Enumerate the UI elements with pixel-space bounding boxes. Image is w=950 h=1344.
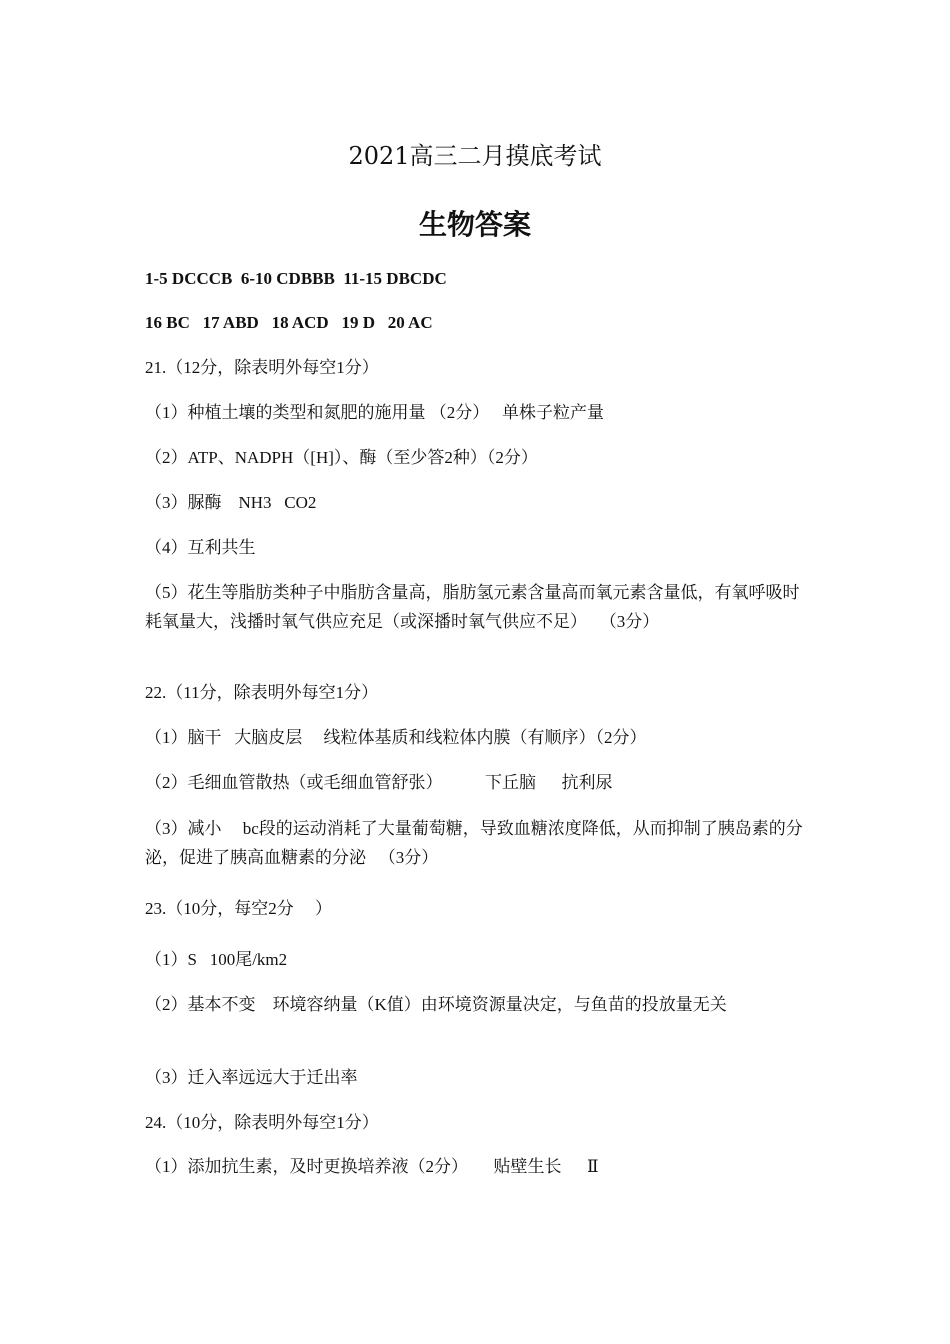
mc-answers-line-2: 16 BC 17 ABD 18 ACD 19 D 20 AC [145,313,433,332]
q22-part-2: （2）毛细血管散热（或毛细血管舒张） 下丘脑 抗利尿 [145,773,613,792]
q22-part-3: （3）减小 bc段的运动消耗了大量葡萄糖，导致血糖浓度降低，从而抑制了胰岛素的分泌，促进了胰高血糖素的分泌 （3分） [145,819,803,867]
q23-part-2: （2）基本不变 环境容纳量（K值）由环境资源量决定，与鱼苗的投放量无关 [145,995,727,1014]
q23-part-3: （3）迁入率远远大于迁出率 [145,1068,358,1087]
q21-part-3: （3）脲酶 NH3 CO2 [145,493,317,512]
q21-part-1: （1）种植土壤的类型和氮肥的施用量 （2分） 单株子粒产量 [145,403,604,422]
answer-subtitle: 生物答案 [418,208,531,241]
q24-part-1: （1）添加抗生素，及时更换培养液（2分） 贴壁生长 Ⅱ [145,1157,599,1176]
mc-answers-line-1: 1-5 DCCCB 6-10 CDBBB 11-15 DBCDC [145,269,447,288]
q23-heading: 23.（10分，每空2分 ） [145,899,332,918]
exam-title: 2021高三二月摸底考试 [348,142,602,170]
q22-heading: 22.（11分，除表明外每空1分） [145,683,379,702]
q21-part-5: （5）花生等脂肪类种子中脂肪含量高，脂肪氢元素含量高而氧元素含量低，有氧呼吸时耗氧量大，浅播时氧气供应充足（或深播时氧气供应不足） （3分） [145,583,800,631]
q21-part-2: （2）ATP、NADPH（[H]）、酶（至少答2种）（2分） [145,448,538,467]
q21-part-4: （4）互利共生 [145,538,256,557]
q21-heading: 21.（12分，除表明外每空1分） [145,358,379,377]
q22-part-1: （1）脑干 大脑皮层 线粒体基质和线粒体内膜（有顺序）（2分） [145,728,647,747]
q24-heading: 24.（10分，除表明外每空1分） [145,1113,379,1132]
q23-part-1: （1）S 100尾/km2 [145,950,288,969]
